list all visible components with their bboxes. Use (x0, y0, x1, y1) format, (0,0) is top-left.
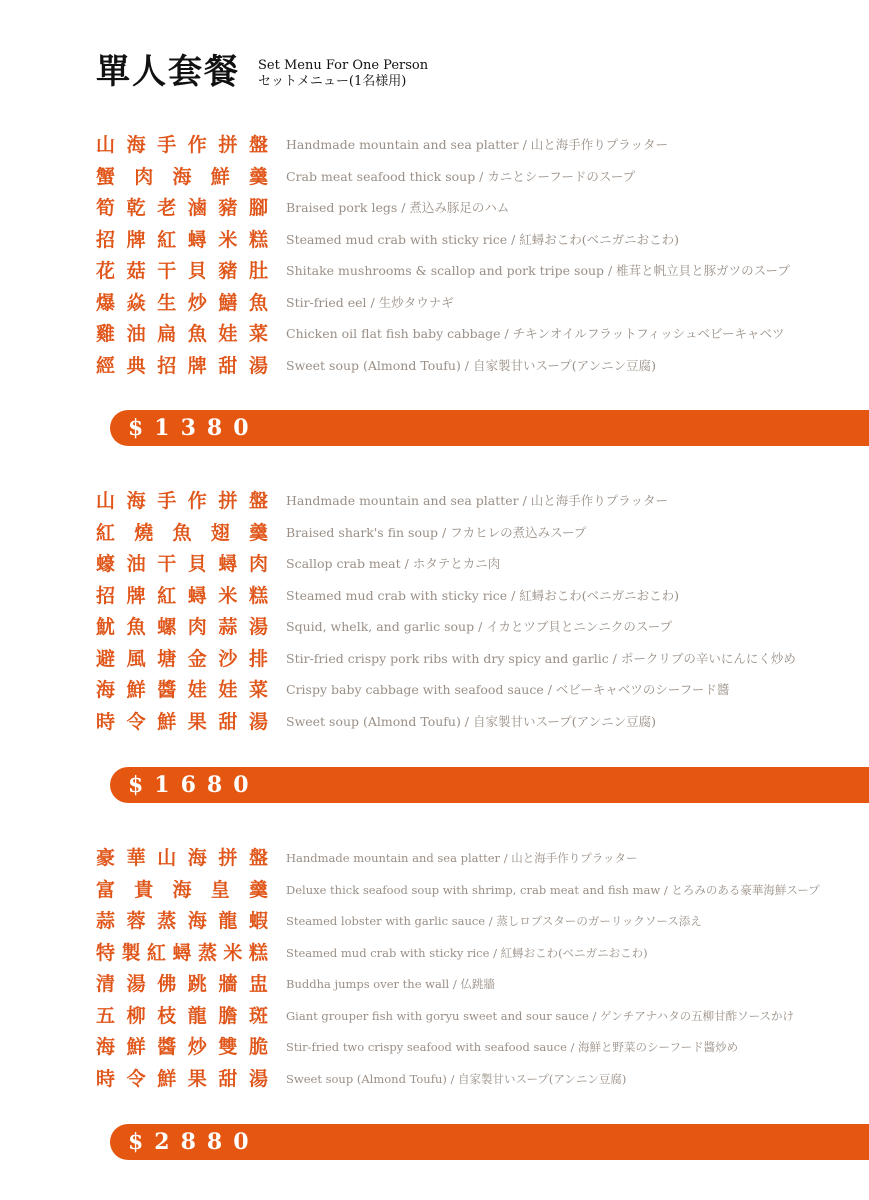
dish-name-char: 海 (187, 910, 207, 932)
dish-name-zh (96, 519, 268, 547)
dish-name-char: 蟳 (172, 942, 192, 964)
dish-name-char: 羹 (248, 166, 268, 188)
dish-name-char: 海 (96, 679, 116, 701)
dish-name-zh (96, 582, 268, 610)
dish-name-char: 甜 (218, 1068, 238, 1090)
dish-name-zh (96, 970, 268, 998)
set-price: $1680 (128, 772, 260, 798)
dish-name-zh (96, 939, 268, 967)
dish-name-char: 湯 (248, 355, 268, 377)
dish-name-char: 龍 (187, 1005, 207, 1027)
dish-description: Stir-fried eel / 生炒タウナギ (286, 295, 454, 310)
dish-name-char: 醬 (157, 1036, 177, 1058)
dish-description: Deluxe thick seafood soup with shrimp, crab meat and fish maw / とろみのある豪華海鮮スープ (286, 883, 820, 897)
dish-name-char: 果 (187, 1068, 207, 1090)
dish-name-zh (96, 487, 268, 515)
dish-name-char: 海 (172, 166, 192, 188)
dish-name-char: 山 (157, 847, 177, 869)
dish-description: Steamed lobster with garlic sauce / 蒸しロブスターのガーリックソース添え (286, 914, 702, 928)
dish-name-char: 生 (157, 292, 177, 314)
dish-description: Stir-fried crispy pork ribs with dry spicy and garlic / ポークリブの辛いにんにく炒め (286, 651, 796, 666)
dish-name-char: 招 (157, 355, 177, 377)
dish-name-zh (96, 163, 268, 191)
dish-name-char: 燒 (134, 522, 154, 544)
dish-name-char: 紅 (96, 522, 116, 544)
dish-name-char: 招 (96, 585, 116, 607)
dish-name-char: 醬 (157, 679, 177, 701)
dish-name-char: 手 (157, 490, 177, 512)
dish-description: Scallop crab meat / ホタテとカニ肉 (286, 556, 501, 571)
dish-name-char: 鮮 (157, 1068, 177, 1090)
dish-name-char: 筍 (96, 197, 116, 219)
dish-name-char: 翅 (210, 522, 230, 544)
dish-name-char: 雙 (218, 1036, 238, 1058)
dish-name-char: 時 (96, 711, 116, 733)
dish-name-char: 五 (96, 1005, 116, 1027)
dish-name-char: 拼 (218, 134, 238, 156)
dish-description: Chicken oil flat fish baby cabbage / チキンオイルフラットフィッシュベビーキャベツ (286, 326, 785, 341)
dish-name-char: 米 (223, 942, 243, 964)
dish-name-char: 肚 (248, 260, 268, 282)
dish-name-char: 娃 (218, 323, 238, 345)
dish-name-char: 手 (157, 134, 177, 156)
dish-name-char: 蒜 (218, 616, 238, 638)
dish-name-char: 塘 (157, 648, 177, 670)
price-bar (110, 767, 869, 803)
dish-name-char: 貴 (134, 879, 154, 901)
dish-name-char: 干 (157, 553, 177, 575)
dish-name-char: 招 (96, 229, 116, 251)
dish-name-zh (96, 676, 268, 704)
dish-name-zh (96, 194, 268, 222)
set-price: $2880 (128, 1129, 260, 1155)
dish-name-char: 油 (126, 553, 146, 575)
dish-name-char: 牌 (126, 229, 146, 251)
dish-name-char: 蒸 (157, 910, 177, 932)
dish-name-char: 製 (121, 942, 141, 964)
dish-name-char: 蒜 (96, 910, 116, 932)
dish-name-char: 魚 (187, 323, 207, 345)
dish-name-char: 雞 (96, 323, 116, 345)
dish-name-char: 米 (218, 585, 238, 607)
dish-name-char: 魷 (96, 616, 116, 638)
dish-name-char: 鮮 (210, 166, 230, 188)
dish-name-char: 鮮 (126, 1036, 146, 1058)
dish-name-char: 湯 (248, 616, 268, 638)
dish-name-char: 海 (172, 879, 192, 901)
dish-name-char: 佛 (157, 973, 177, 995)
dish-name-char: 牌 (126, 585, 146, 607)
dish-name-char: 蟳 (187, 229, 207, 251)
dish-name-char: 特 (96, 942, 116, 964)
dish-name-char: 果 (187, 711, 207, 733)
dish-description: Steamed mud crab with sticky rice / 紅蟳おこわ(ベニガニおこわ) (286, 232, 680, 247)
dish-name-zh (96, 289, 268, 317)
dish-name-char: 鱔 (218, 292, 238, 314)
dish-name-zh (96, 226, 268, 254)
dish-name-char: 甜 (218, 711, 238, 733)
dish-name-char: 作 (187, 490, 207, 512)
dish-name-char: 乾 (126, 197, 146, 219)
dish-name-char: 鮮 (126, 679, 146, 701)
dish-name-char: 令 (126, 1068, 146, 1090)
dish-name-zh (96, 876, 268, 904)
dish-description: Steamed mud crab with sticky rice / 紅蟳おこわ(ベニガニおこわ) (286, 946, 648, 960)
dish-name-char: 豬 (218, 260, 238, 282)
dish-name-char: 花 (96, 260, 116, 282)
dish-name-char: 菜 (248, 323, 268, 345)
menu-subtitle (258, 58, 428, 90)
dish-name-char: 海 (96, 1036, 116, 1058)
dish-name-char: 時 (96, 1068, 116, 1090)
dish-description: Steamed mud crab with sticky rice / 紅蟳おこわ(ベニガニおこわ) (286, 588, 680, 603)
dish-name-char: 娃 (218, 679, 238, 701)
dish-name-zh (96, 645, 268, 673)
dish-name-char: 蟹 (96, 166, 116, 188)
dish-name-zh (96, 352, 268, 380)
dish-name-char: 華 (126, 847, 146, 869)
dish-description: Crab meat seafood thick soup / カニとシーフードのスープ (286, 169, 636, 184)
dish-name-char: 炒 (187, 1036, 207, 1058)
dish-name-char: 跳 (187, 973, 207, 995)
dish-name-char: 風 (126, 648, 146, 670)
dish-name-char: 盤 (248, 490, 268, 512)
dish-name-zh (96, 257, 268, 285)
dish-description: Squid, whelk, and garlic soup / イカとツブ貝とニンニクのスープ (286, 619, 673, 634)
dish-description: Braised shark's fin soup / フカヒレの煮込みスープ (286, 525, 587, 540)
dish-name-char: 魚 (172, 522, 192, 544)
dish-name-char: 腳 (248, 197, 268, 219)
dish-description: Handmade mountain and sea platter / 山と海手作りプラッター (286, 137, 669, 152)
dish-name-char: 清 (96, 973, 116, 995)
dish-name-zh (96, 613, 268, 641)
dish-name-char: 糕 (248, 942, 268, 964)
dish-name-char: 菜 (248, 679, 268, 701)
price-bar (110, 410, 869, 446)
dish-name-char: 豪 (96, 847, 116, 869)
dish-name-char: 斑 (248, 1005, 268, 1027)
dish-name-char: 紅 (157, 229, 177, 251)
dish-name-char: 海 (187, 847, 207, 869)
dish-name-char: 枝 (157, 1005, 177, 1027)
dish-name-char: 干 (157, 260, 177, 282)
menu-header (96, 52, 428, 92)
dish-name-char: 湯 (248, 1068, 268, 1090)
dish-name-zh (96, 1002, 268, 1030)
dish-name-char: 油 (126, 323, 146, 345)
dish-name-char: 魚 (126, 616, 146, 638)
dish-name-char: 甜 (218, 355, 238, 377)
dish-name-char: 典 (126, 355, 146, 377)
dish-name-char: 盅 (248, 973, 268, 995)
dish-name-char: 糕 (248, 585, 268, 607)
menu-title-english: Set Menu For One Person (258, 58, 429, 73)
dish-name-zh (96, 844, 268, 872)
dish-name-zh (96, 320, 268, 348)
dish-description: Braised pork legs / 煮込み豚足のハム (286, 200, 510, 215)
dish-name-char: 魚 (248, 292, 268, 314)
dish-name-char: 海 (126, 490, 146, 512)
dish-name-char: 羹 (248, 879, 268, 901)
dish-name-char: 拼 (218, 490, 238, 512)
set-price: $1380 (128, 415, 260, 441)
dish-name-char: 紅 (157, 585, 177, 607)
dish-description: Handmade mountain and sea platter / 山と海手作りプラッター (286, 851, 638, 865)
dish-description: Stir-fried two crispy seafood with seafood sauce / 海鮮と野菜のシーフード醬炒め (286, 1040, 739, 1054)
dish-name-char: 海 (126, 134, 146, 156)
dish-name-char: 蒸 (197, 942, 217, 964)
dish-name-zh (96, 1065, 268, 1093)
dish-name-char: 豬 (218, 197, 238, 219)
dish-name-char: 羹 (248, 522, 268, 544)
dish-description: Handmade mountain and sea platter / 山と海手作りプラッター (286, 493, 669, 508)
dish-name-zh (96, 907, 268, 935)
dish-name-zh (96, 131, 268, 159)
price-bar (110, 1124, 869, 1160)
dish-name-char: 鮮 (157, 711, 177, 733)
dish-description: Giant grouper fish with goryu sweet and sour sauce / ゲンチアナハタの五柳甘酢ソースかけ (286, 1009, 794, 1023)
dish-name-char: 山 (96, 490, 116, 512)
dish-name-char: 肉 (134, 166, 154, 188)
dish-name-char: 脆 (248, 1036, 268, 1058)
dish-name-char: 貝 (187, 553, 207, 575)
dish-name-char: 令 (126, 711, 146, 733)
dish-name-char: 爆 (96, 292, 116, 314)
dish-name-char: 牆 (218, 973, 238, 995)
menu-title-japanese: セットメニュー(1名様用) (258, 74, 407, 89)
dish-name-char: 拼 (218, 847, 238, 869)
dish-name-char: 避 (96, 648, 116, 670)
dish-name-char: 盤 (248, 134, 268, 156)
dish-name-char: 湯 (126, 973, 146, 995)
dish-description: Shitake mushrooms & scallop and pork tripe soup / 椎茸と帆立貝と豚ガツのスープ (286, 263, 790, 278)
dish-name-zh (96, 708, 268, 736)
dish-name-char: 紅 (146, 942, 166, 964)
menu-title-chinese: 單人套餐 (96, 52, 240, 92)
dish-description: Crispy baby cabbage with seafood sauce / ベビーキャベツのシーフード醬 (286, 682, 730, 697)
dish-name-char: 扁 (157, 323, 177, 345)
dish-name-char: 蠔 (96, 553, 116, 575)
dish-description: Sweet soup (Almond Toufu) / 自家製甘いスープ(アンニン豆腐) (286, 1072, 627, 1086)
dish-name-char: 柳 (126, 1005, 146, 1027)
dish-name-char: 蓉 (126, 910, 146, 932)
dish-description: Sweet soup (Almond Toufu) / 自家製甘いスープ(アンニン豆腐) (286, 714, 656, 729)
dish-name-char: 牌 (187, 355, 207, 377)
dish-name-char: 菇 (126, 260, 146, 282)
dish-name-char: 膽 (218, 1005, 238, 1027)
dish-name-char: 排 (248, 648, 268, 670)
dish-name-char: 盤 (248, 847, 268, 869)
dish-name-char: 經 (96, 355, 116, 377)
dish-name-char: 沙 (218, 648, 238, 670)
dish-name-char: 蝦 (248, 910, 268, 932)
dish-name-char: 蟳 (187, 585, 207, 607)
dish-name-char: 湯 (248, 711, 268, 733)
dish-name-char: 金 (187, 648, 207, 670)
dish-name-char: 蟳 (218, 553, 238, 575)
dish-name-char: 肉 (187, 616, 207, 638)
dish-name-char: 龍 (218, 910, 238, 932)
dish-name-char: 老 (157, 197, 177, 219)
dish-description: Buddha jumps over the wall / 仏跳牆 (286, 977, 495, 991)
dish-name-char: 娃 (187, 679, 207, 701)
dish-name-char: 肉 (248, 553, 268, 575)
dish-name-char: 作 (187, 134, 207, 156)
dish-name-char: 滷 (187, 197, 207, 219)
dish-name-char: 炒 (187, 292, 207, 314)
dish-name-char: 糕 (248, 229, 268, 251)
dish-name-char: 富 (96, 879, 116, 901)
dish-description: Sweet soup (Almond Toufu) / 自家製甘いスープ(アンニン豆腐) (286, 358, 656, 373)
dish-name-char: 米 (218, 229, 238, 251)
dish-name-zh (96, 550, 268, 578)
dish-name-char: 皇 (210, 879, 230, 901)
dish-name-char: 螺 (157, 616, 177, 638)
dish-name-char: 山 (96, 134, 116, 156)
dish-name-char: 貝 (187, 260, 207, 282)
dish-name-zh (96, 1033, 268, 1061)
dish-name-char: 焱 (126, 292, 146, 314)
